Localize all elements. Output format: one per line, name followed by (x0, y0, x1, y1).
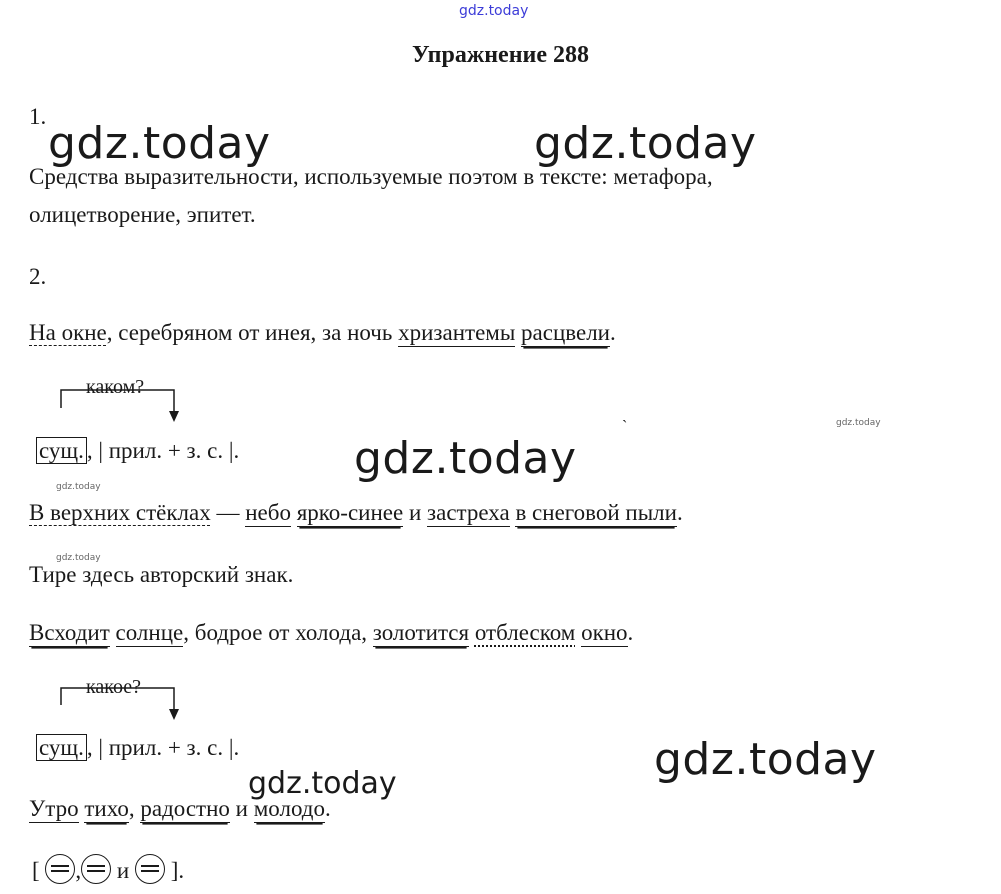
sentence-1-adverbial: На окне (29, 320, 107, 345)
scheme-3-comma: , (75, 858, 82, 883)
sentence-2-dash: — (210, 500, 246, 525)
section-1-line-2: олицетворение, эпитет. (29, 202, 256, 227)
dash-note: Тире здесь авторский знак. (29, 562, 294, 587)
watermark-3: gdz.today (354, 433, 577, 484)
page-title: Упражнение 288 (412, 42, 590, 68)
sentence-4 (29, 796, 331, 822)
sentence-2-predicate: ярко-синее (296, 500, 404, 525)
scheme-1-noun: сущ. (36, 437, 87, 464)
watermark-top: gdz.today (459, 3, 529, 19)
sentence-2 (29, 500, 683, 526)
homogeneous-predicate-icon (135, 854, 165, 884)
section-2-number: 2. (29, 264, 47, 289)
sentence-4-predicate-3: молодо (253, 796, 326, 821)
scheme-2-arrow (36, 676, 186, 740)
sentence-4-and: и (229, 796, 254, 821)
scheme-1 (36, 438, 239, 464)
sentence-3 (29, 620, 633, 646)
scheme-3-open-bracket: [ (32, 858, 40, 883)
sentence-2-predicate-2: в снеговой пыли (515, 500, 677, 525)
sentence-3-predicate-2: золотится (372, 620, 470, 645)
watermark-2: gdz.today (534, 118, 757, 169)
scheme-1-arrow (36, 376, 186, 440)
sentence-3-isolated-part: , бодрое от холода, (183, 620, 373, 645)
sentence-1-period: . (610, 320, 616, 345)
sentence-2-adverbial: В верхних стёклах (29, 500, 211, 525)
sentence-3-subject-2: окно (581, 620, 628, 645)
watermark-small-2: gdz.today (56, 482, 101, 492)
sentence-1-isolated-part: , серебряном от инея (106, 320, 311, 345)
sentence-3-space-1 (110, 620, 116, 645)
sentence-4-predicate-1: тихо (84, 796, 129, 821)
sentence-3-object: отблеском (474, 620, 576, 645)
scheme-2-question: какое? (86, 676, 141, 698)
sentence-3-predicate-1: Всходит (29, 620, 110, 645)
stray-mark: ` (622, 418, 628, 435)
sentence-1-subject: хризантемы (398, 320, 516, 345)
sentence-1-predicate: расцвели (521, 320, 610, 345)
watermark-1: gdz.today (48, 118, 271, 169)
sentence-2-and: и (403, 500, 428, 525)
sentence-2-subject-1: небо (245, 500, 291, 525)
watermark-small-1: gdz.today (836, 418, 881, 428)
sentence-4-comma: , (128, 796, 141, 821)
scheme-3 (32, 854, 184, 884)
scheme-3-close-bracket: ]. (170, 858, 185, 883)
sentence-4-predicate-2: радостно (140, 796, 230, 821)
sentence-1 (29, 320, 616, 346)
homogeneous-predicate-icon (81, 854, 111, 884)
section-1-number: 1. (29, 104, 47, 129)
sentence-2-subject-2: застреха (427, 500, 510, 525)
scheme-2-rest: , | прил. + з. с. |. (86, 735, 240, 760)
sentence-3-subject-1: солнце (115, 620, 184, 645)
scheme-3-and: и (111, 858, 135, 883)
watermark-4: gdz.today (654, 734, 877, 785)
sentence-1-plain: , за ночь (310, 320, 399, 345)
sentence-3-period: . (627, 620, 634, 645)
scheme-2 (36, 735, 239, 761)
sentence-2-space-1 (291, 500, 297, 525)
homogeneous-predicate-icon (45, 854, 75, 884)
watermark-small-3: gdz.today (56, 553, 101, 563)
sentence-4-subject: Утро (29, 796, 79, 821)
scheme-1-rest: , | прил. + з. с. |. (86, 438, 240, 463)
scheme-2-noun: сущ. (36, 734, 87, 761)
watermark-5: gdz.today (248, 766, 397, 801)
sentence-4-period: . (325, 796, 331, 821)
sentence-2-period: . (676, 500, 683, 525)
scheme-1-question: каком? (86, 376, 145, 398)
section-1-line-1: Средства выразительности, используемые поэтом в тексте: метафора, (29, 164, 713, 189)
